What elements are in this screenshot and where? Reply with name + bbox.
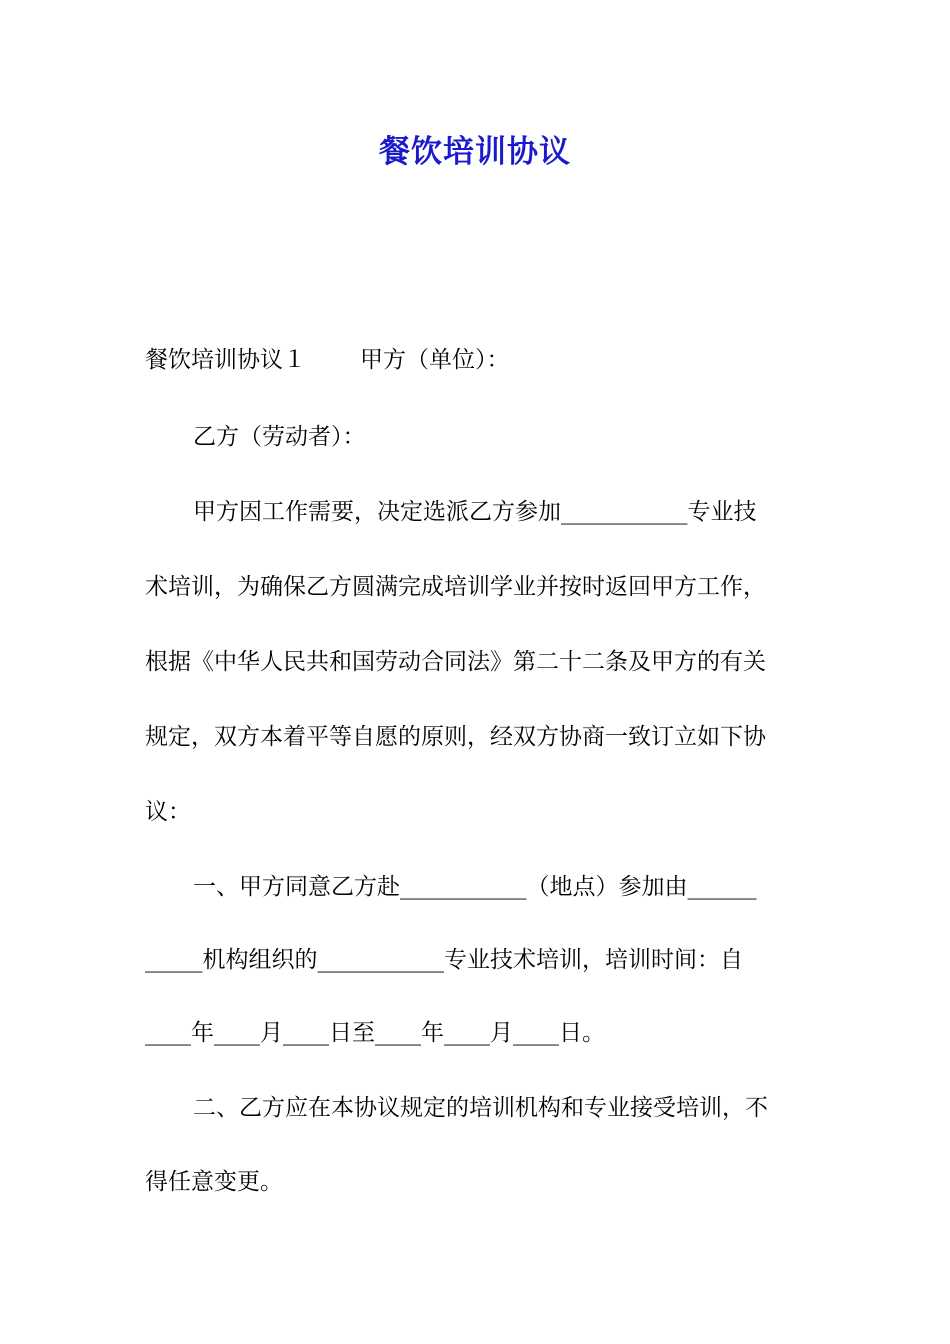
- paragraph-line: 甲方因工作需要，决定选派乙方参加___________专业技: [193, 499, 757, 525]
- clause-1-line: _____机构组织的___________专业技术培训，培训时间：自: [145, 947, 743, 973]
- clause-2-line: 二、乙方应在本协议规定的培训机构和专业接受培训，不: [193, 1095, 768, 1121]
- party-a-label: 甲方（单位）：: [360, 347, 510, 373]
- paragraph-line: 根据《中华人民共和国劳动合同法》第二十二条及甲方的有关: [145, 649, 766, 675]
- party-b-label: 乙方（劳动者）：: [193, 424, 366, 450]
- paragraph-line: 议：: [145, 799, 191, 825]
- clause-1-line: 一、甲方同意乙方赴___________（地点）参加由______: [193, 874, 757, 900]
- document-title: 餐饮培训协议: [379, 134, 571, 170]
- clause-2-line: 得任意变更。: [145, 1169, 283, 1195]
- agreement-number: 餐饮培训协议１: [145, 347, 306, 373]
- paragraph-line: 术培训，为确保乙方圆满完成培训学业并按时返回甲方工作，: [145, 574, 766, 600]
- paragraph-line: 规定，双方本着平等自愿的原则，经双方协商一致订立如下协: [145, 724, 766, 750]
- clause-1-line: ____年____月____日至____年____月____日。: [145, 1020, 605, 1046]
- agreement-heading-line: [145, 340, 510, 380]
